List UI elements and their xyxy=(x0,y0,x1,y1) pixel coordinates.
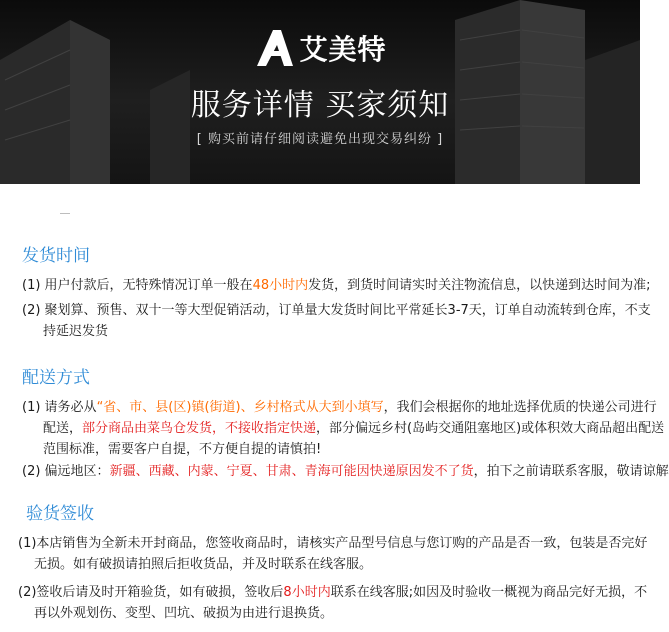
section-title-shipping-time: 发货时间 xyxy=(22,246,90,266)
section-title-inspection: 验货签收 xyxy=(26,504,94,524)
item-text: (1)本店销售为全新未开封商品，您签收商品时，请核实产品型号信息与您订购的产品是否一致，包装是否完好 xyxy=(18,536,648,551)
item-number: (1) xyxy=(22,400,41,415)
item-text: 偏远地区： xyxy=(40,464,110,479)
item-text: 聚划算、预售、双十一等大型促销活动，订单量大发货时间比平常延长3-7天，订单自动流转到仓库，不支 xyxy=(40,303,651,318)
list-item xyxy=(0,582,658,624)
highlight-text: 新疆、西藏、内蒙、宁夏、甘肃、青海可能因快递原因发不了货 xyxy=(109,464,474,479)
item-text: ，部分偏远乡村(岛屿交通阻塞地区)或体积效大商品超出配送 xyxy=(316,421,665,436)
list-item xyxy=(0,533,658,575)
highlight-text: “省、市、县(区)镇(街道)、乡村格式从大到小填写 xyxy=(96,400,384,415)
banner-subtitle: [ 购买前请仔细阅读避免出现交易纠纷 ] xyxy=(196,132,444,147)
item-number: (2) xyxy=(22,303,41,318)
highlight-text: 48小时内 xyxy=(252,278,309,293)
item-text: 用户付款后，无特殊情况订单一般在 xyxy=(40,278,253,293)
item-text-continued: 范围标准，需要客户自提，不方便自提的请慎拍! xyxy=(43,442,322,457)
item-text: ，拍下之前请联系客服，敬请谅解 xyxy=(473,464,669,479)
banner-title: 服务详情 买家须知 xyxy=(190,88,450,123)
section-title-delivery: 配送方式 xyxy=(22,368,90,388)
item-text: 联系在线客服;如因及时验收一概视为商品完好无损，不 xyxy=(330,585,648,600)
brand-logo xyxy=(0,22,640,74)
item-number: (1) xyxy=(22,278,41,293)
item-text-continued: 持延迟发货 xyxy=(43,324,109,339)
list-item xyxy=(0,397,665,460)
highlight-text: 部分商品由菜鸟仓发货，不接收指定快递 xyxy=(82,421,317,436)
list-item xyxy=(0,461,669,482)
item-text-continued: 无损。如有破损请拍照后拒收货品，并及时联系在线客服。 xyxy=(34,557,373,572)
item-text: ，我们会根据你的地址选择优质的快递公司进行 xyxy=(383,400,657,415)
item-text: (2)签收后请及时开箱验货，如有破损，签收后 xyxy=(18,585,284,600)
highlight-text: 8小时内 xyxy=(283,585,331,600)
item-text: 发货，到货时间请实时关注物流信息，以快递到达时间为准; xyxy=(308,278,651,293)
list-item xyxy=(0,300,662,342)
item-number: (2) xyxy=(22,464,41,479)
item-text: 配送， xyxy=(43,421,83,436)
small-divider xyxy=(60,213,70,214)
item-text-continued: 再以外观划伤、变型、凹坑、破损为由进行退换货。 xyxy=(34,606,334,621)
brand-name: 艾美特 xyxy=(299,33,387,66)
item-text: 请务必从 xyxy=(40,400,97,415)
list-item xyxy=(0,275,662,296)
header-banner xyxy=(0,0,640,184)
brand-a-logo-icon xyxy=(253,26,297,70)
